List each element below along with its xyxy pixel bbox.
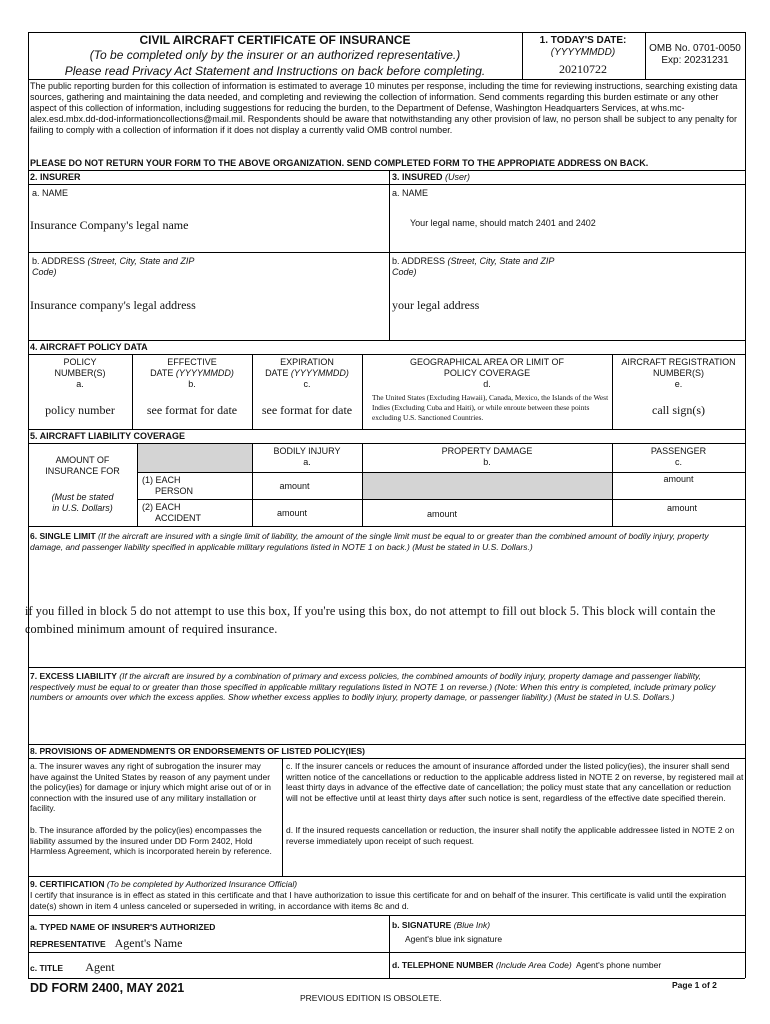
date-format: (YYYYMMDD) [550, 47, 616, 58]
provision-c: c. If the insurer cancels or reduces the amount of insurance afforded under the listed policy(ies), the insurer shall send written notice of the cancellations or reduction to the applicable address listed in NOTE 2 on reverse, by registered mail at least thirty days in advance of the effective date of cancellation; the policy must state that any cancellation or reduction will not be effective until at least thirty days after such notice is sent, regardless of the effective date specified therein. [286, 761, 744, 803]
col-a-l3: a. [76, 379, 84, 389]
excess-liability-instructions [30, 671, 744, 703]
typed-name-row [30, 934, 182, 952]
col-d-l3: d. [483, 379, 491, 389]
divider [28, 667, 745, 668]
form-subtitle-2: Please read Privacy Act Statement and Instructions on back before completing. [64, 64, 486, 78]
insurer-address-hint-2: Code) [32, 267, 57, 277]
liability-header: 5. AIRCRAFT LIABILITY COVERAGE [30, 431, 186, 441]
omb-expiration: Exp: 20231231 [661, 55, 729, 66]
insured-name-value[interactable]: Your legal name, should match 2401 and 2402 [410, 218, 596, 228]
insurer-address-label-text: b. ADDRESS [32, 256, 86, 266]
divider [137, 472, 745, 473]
passenger-2: c. [674, 457, 682, 467]
effective-date-value[interactable]: see format for date [146, 403, 238, 417]
each-accident-label [142, 502, 201, 524]
each-person-2: PERSON [155, 486, 194, 496]
each-person-label [142, 475, 193, 497]
each-accident-2: ACCIDENT [155, 513, 202, 523]
divider [28, 876, 745, 877]
signature-label-text: b. SIGNATURE [392, 920, 452, 930]
expiration-date-value[interactable]: see format for date [261, 403, 353, 417]
stated-2: in U.S. Dollars) [52, 503, 113, 513]
divider [389, 170, 390, 340]
col-e-l1: AIRCRAFT REGISTRATION [621, 357, 736, 367]
divider [137, 499, 745, 500]
divider [28, 526, 745, 527]
form-subtitle-1: (To be completed only by the insurer or an authorized representative.) [89, 48, 461, 62]
insured-address-label-text: b. ADDRESS [392, 256, 446, 266]
excess-text: (If the aircraft are insured by a combination of primary and excess policies, the combined amounts of bodily injury, property damage and passenger liability, respectively must be equal to or greater than those specified in applicable military regulations listed in NOTE 1 on reverse.) (Note: When this entry is completed, include primary policy numbers or amounts over which the excess applies. Show whether excess applies to bodily injury, property damage, or passenger liability.) (Must be stated in U.S. Dollars.) [30, 671, 716, 703]
typed-name-value[interactable]: Agent's Name [114, 936, 183, 950]
burden-statement: The public reporting burden for this collection of information is estimated to average 10 minutes per response, including the time for reviewing instructions, searching existing data sources, gathering and maintaining the data needed, and completing and reviewing the collection of information. Send comments regarding this burden estimate or any other aspect of this collection of information, including suggestions for reducing the burden, to the Department of Defense, Washington Headquarters Services, at whs.mc-alex.esd.mbx.dd-dod-informationcollections@mail.mil. Respondents should be aware that notwithstanding any other provision of law, no person shall be subject to any penalty for failing to comply with a collection of information if it does not display a currently valid OMB control number. [30, 81, 738, 135]
col-c-l3: c. [303, 379, 311, 389]
insurer-name-value[interactable]: Insurance Company's legal name [30, 218, 189, 232]
amount-label-1: AMOUNT OF [55, 455, 110, 465]
title-value[interactable]: Agent [85, 960, 115, 974]
divider [28, 744, 745, 745]
insurer-address-label [32, 256, 252, 278]
form-id: DD FORM 2400, MAY 2021 [30, 981, 185, 995]
bodily-accident-amount[interactable]: amount [276, 508, 308, 518]
date-value[interactable]: 20210722 [559, 62, 607, 76]
excess-label: 7. EXCESS LIABILITY [30, 671, 117, 681]
col-c-l1: EXPIRATION [280, 357, 334, 367]
passenger-person-amount[interactable]: amount [663, 474, 694, 484]
policy-col-c-header [252, 357, 362, 390]
col-c-format: (YYYYMMDD) [290, 368, 349, 378]
insured-address-label [392, 256, 612, 278]
insurer-name-label: a. NAME [32, 188, 69, 198]
insured-header-hint: (User) [445, 172, 471, 182]
single-limit-label: 6. SINGLE LIMIT [30, 531, 96, 541]
property-2: b. [483, 457, 491, 467]
amount-of-insurance-label [28, 455, 137, 477]
divider [28, 429, 745, 430]
passenger-header [612, 446, 745, 468]
amount-label-2: INSURANCE FOR [45, 466, 120, 476]
page-number: Page 1 of 2 [672, 980, 717, 990]
date-label: 1. TODAY'S DATE: [539, 35, 627, 46]
omb-number: OMB No. 0701-0050 [649, 43, 741, 54]
bodily-1: BODILY INJURY [273, 446, 341, 456]
insured-address-hint-2: Code) [392, 267, 417, 277]
phone-value[interactable]: Agent's phone number [575, 960, 662, 970]
divider [28, 252, 745, 253]
return-notice: PLEASE DO NOT RETURN YOUR FORM TO THE ABOVE ORGANIZATION. SEND COMPLETED FORM TO THE APPROPIATE ADDRESS ON BACK. [30, 158, 649, 168]
property-damage-header [362, 446, 612, 468]
insured-address-hint: (Street, City, State and ZIP [447, 256, 555, 266]
divider [28, 952, 745, 953]
insurer-address-value[interactable]: Insurance company's legal address [30, 298, 196, 312]
insurer-header: 2. INSURER [30, 172, 81, 182]
divider [28, 978, 745, 979]
signature-label [392, 920, 490, 931]
title-label: c. TITLE [30, 963, 64, 973]
divider [389, 915, 390, 978]
form-title: CIVIL AIRCRAFT CERTIFICATE OF INSURANCE [139, 33, 411, 47]
each-accident-1: (2) EACH [142, 502, 181, 512]
divider [28, 915, 745, 916]
policy-col-b-header [132, 357, 252, 390]
form-left-border [28, 32, 29, 978]
policy-number-value[interactable]: policy number [45, 403, 115, 417]
registration-number-value[interactable]: call sign(s) [652, 403, 705, 417]
col-d-l1: GEOGRAPHICAL AREA OR LIMIT OF [409, 357, 565, 367]
single-limit-instructions [30, 531, 744, 552]
provision-d: d. If the insured requests cancellation or reduction, the insurer shall notify the applicable addressee listed in NOTE 2 on reverse immediately upon receipt of such request. [286, 825, 735, 846]
passenger-1: PASSENGER [650, 446, 707, 456]
bodily-2: a. [303, 457, 311, 467]
stated-in-dollars [28, 492, 137, 514]
divider [28, 79, 745, 80]
col-b-date: DATE [150, 368, 174, 378]
col-b-format: (YYYYMMDD) [175, 368, 234, 378]
phone-row [392, 960, 661, 971]
bodily-person-amount[interactable]: amount [279, 481, 310, 491]
property-1: PROPERTY DAMAGE [441, 446, 533, 456]
col-c-date: DATE [265, 368, 289, 378]
col-e-l2: NUMBER(S) [653, 368, 704, 378]
policy-col-e-header [612, 357, 745, 390]
certification-header [30, 879, 744, 890]
policy-header: 4. AIRCRAFT POLICY DATA [30, 342, 148, 352]
col-a-l1: POLICY [63, 357, 97, 367]
certification-hint: (To be completed by Authorized Insurance Official) [106, 879, 298, 889]
divider [28, 443, 745, 444]
col-c-l2 [252, 368, 362, 379]
provisions-header: 8. PROVISIONS OF ADMENDMENTS OR ENDORSEMENTS OF LISTED POLICY(IES) [30, 746, 365, 756]
previous-edition-notice: PREVIOUS EDITION IS OBSOLETE. [300, 993, 442, 1003]
provision-b: b. The insurance afforded by the policy(ies) encompasses the liability assumed by the insured under DD Form 2402, Hold Harmless Agreement, which is incorporated herein by reference. [30, 825, 272, 857]
typed-name-label: a. TYPED NAME OF INSURER'S AUTHORIZED [30, 922, 216, 932]
single-limit-text: (If the aircraft are insured with a single limit of liability, the amount of the single limit must be equal to or greater than the combined amount of bodily injury, property damage, and passenger liability specified in applicable military regulations listed in NOTE 1 on back.) (Must be stated in U.S. Dollars.) [30, 531, 709, 552]
single-limit-value[interactable]: if you filled in block 5 do not attempt to use this box, If you're using this box, do not attempt to fill out block 5. This block will contain the combined minimum amount of required insurance. [25, 604, 716, 636]
each-person-1: (1) EACH [142, 475, 181, 485]
certification-label: 9. CERTIFICATION [30, 879, 105, 889]
col-b-l3: b. [188, 379, 196, 389]
insured-name-label: a. NAME [392, 188, 429, 198]
divider [28, 354, 745, 355]
insured-header-label: 3. INSURED [392, 172, 443, 182]
insurer-address-hint: (Street, City, State and ZIP [87, 256, 195, 266]
shaded-cell [138, 444, 252, 472]
provision-a: a. The insurer waves any right of subrogation the insurer may have against the United States by reason of any payment under the policy(ies) for damage or injury which might arise out of or in connection with the insured use of any military installation or facility. [30, 761, 271, 814]
col-b-l2 [132, 368, 252, 379]
typed-name-label-2: REPRESENTATIVE [30, 939, 106, 949]
stated-1: (Must be stated [51, 492, 114, 502]
insured-address-value[interactable]: your legal address [392, 298, 480, 312]
passenger-accident-amount[interactable]: amount [666, 503, 698, 513]
signature-hint: (Blue Ink) [453, 920, 491, 930]
divider [28, 170, 745, 171]
phone-label: d. TELEPHONE NUMBER [392, 960, 494, 970]
property-accident-amount[interactable]: amount [426, 509, 458, 519]
divider [28, 340, 745, 341]
col-d-l2: POLICY COVERAGE [443, 368, 531, 378]
col-b-l1: EFFECTIVE [167, 357, 217, 367]
phone-hint: (Include Area Code) [495, 960, 572, 970]
divider [28, 184, 745, 185]
shaded-cell [363, 473, 612, 499]
divider [28, 758, 745, 759]
bodily-injury-header [252, 446, 362, 468]
col-e-l3: e. [674, 379, 683, 389]
title-row [30, 958, 115, 976]
policy-col-a-header [28, 357, 132, 390]
divider [282, 758, 283, 876]
policy-col-d-header [362, 357, 612, 390]
form-right-border [745, 32, 746, 978]
insured-header [392, 172, 470, 183]
col-a-l2: NUMBER(S) [54, 368, 106, 378]
coverage-area-value[interactable]: The United States (Excluding Hawaii), Canada, Mexico, the Islands of the West Indies (Excluding Cuba and Haiti), or while enroute between these points excluding U.S. Sanctioned Countries. [372, 393, 609, 422]
signature-value[interactable]: Agent's blue ink signature [405, 934, 503, 944]
certification-text: I certify that insurance is in effect as stated in this certificate and that I have authorization to issue this certificate for and on behalf of the insurer. This certificate is valid until the expiration date(s) shown in item 4 unless canceled or superseded in writing, in accordance with items 8c and d. [30, 890, 727, 911]
